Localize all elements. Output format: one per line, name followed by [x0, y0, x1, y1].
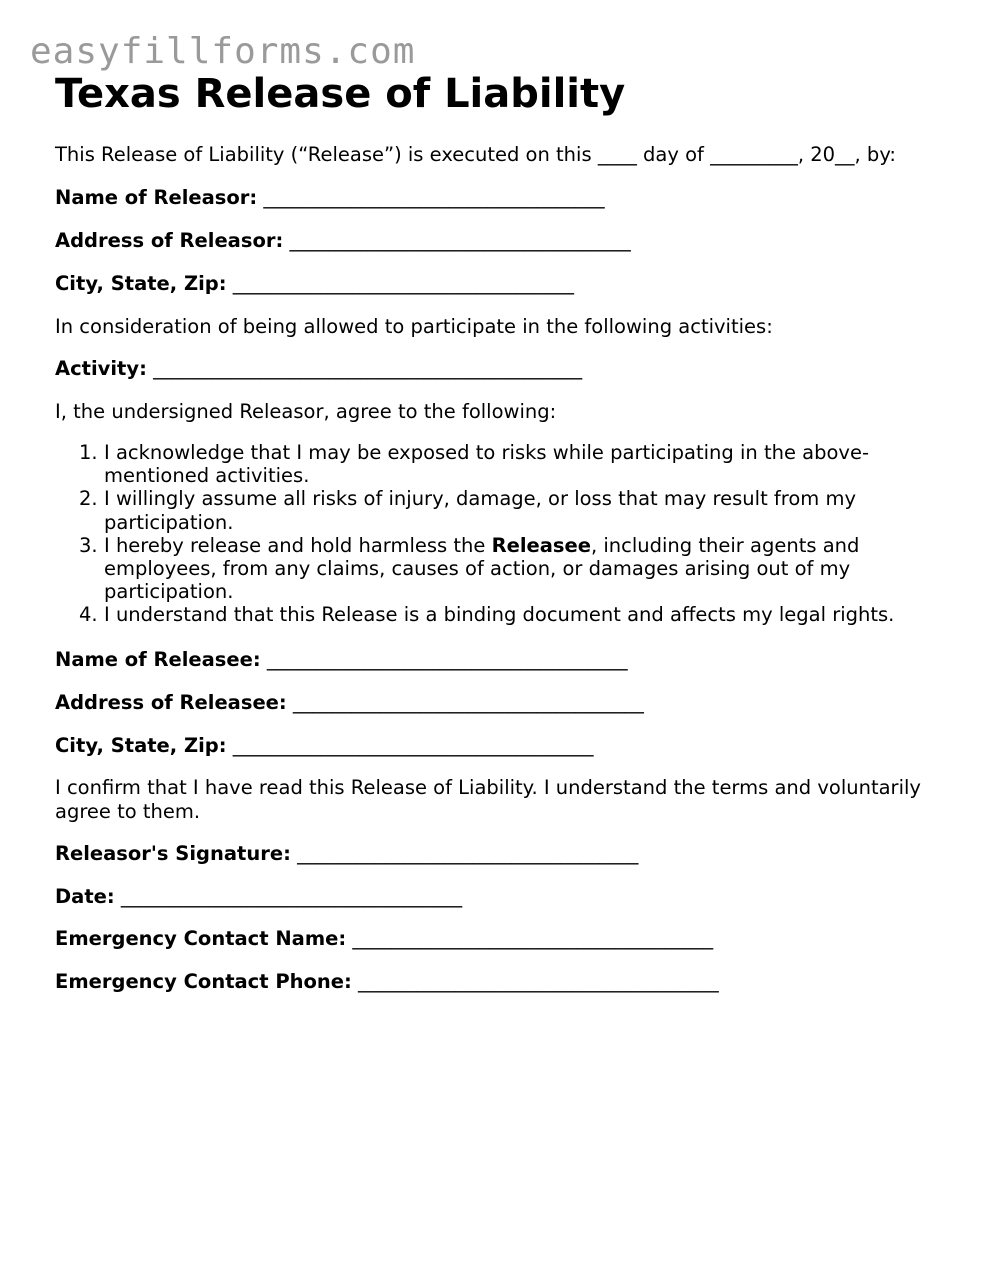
consideration-paragraph: In consideration of being allowed to participate in the following activities:	[55, 315, 773, 338]
releasee-name-label: Name of Releasee:	[55, 648, 261, 671]
signature-blank[interactable]: ___________________________________	[297, 842, 639, 865]
list-item-number: 1.	[79, 441, 98, 464]
agree-paragraph: I, the undersigned Releasor, agree to the following:	[55, 400, 557, 423]
releasee-city-field	[55, 734, 594, 758]
releasee-address-field	[55, 691, 644, 715]
watermark-logo: easyfillforms.com	[30, 31, 416, 72]
list-item-number: 2.	[79, 487, 98, 511]
list-item	[55, 603, 915, 626]
activity-blank[interactable]: ____________________________________________	[153, 357, 583, 380]
emergency-phone-label: Emergency Contact Phone:	[55, 970, 352, 993]
confirm-paragraph: I confirm that I have read this Release of Liability. I understand the terms and voluntarily agree to them.	[55, 776, 921, 823]
document-title: Texas Release of Liability	[55, 71, 626, 117]
activity-field	[55, 357, 582, 381]
releasor-address-field	[55, 229, 631, 253]
releasee-name-field	[55, 648, 628, 672]
date-blank[interactable]: ___________________________________	[120, 885, 463, 908]
date-field	[55, 885, 462, 909]
releasee-emphasis: Releasee	[491, 533, 591, 557]
releasor-name-blank[interactable]: ___________________________________	[263, 186, 605, 209]
list-item-number: 3.	[79, 533, 98, 557]
releasor-address-blank[interactable]: ___________________________________	[289, 229, 631, 252]
releasor-name-label: Name of Releasor:	[55, 186, 258, 209]
terms-list	[55, 441, 915, 627]
intro-paragraph: This Release of Liability (“Release”) is executed on this ____ day of _________, 20__, by:	[55, 143, 897, 166]
emergency-phone-field	[55, 970, 719, 994]
list-item-text-after: , including their agents and employees, from any claims, causes of action, or damages arising out of my participation.	[104, 533, 860, 604]
list-item	[55, 534, 915, 604]
releasor-address-label: Address of Releasor:	[55, 229, 284, 252]
releasor-city-field	[55, 272, 574, 296]
releasor-city-label: City, State, Zip:	[55, 272, 227, 295]
activity-label: Activity:	[55, 357, 147, 380]
releasee-city-blank[interactable]: _____________________________________	[232, 734, 594, 757]
releasee-name-blank[interactable]: _____________________________________	[266, 648, 628, 671]
releasor-city-blank[interactable]: ___________________________________	[232, 272, 575, 295]
emergency-name-label: Emergency Contact Name:	[55, 927, 347, 950]
emergency-name-field	[55, 927, 713, 951]
signature-field	[55, 842, 638, 866]
list-item-number: 4.	[79, 603, 98, 627]
list-item	[55, 487, 915, 533]
releasor-name-field	[55, 186, 605, 210]
emergency-phone-blank[interactable]: _____________________________________	[358, 970, 719, 993]
emergency-name-blank[interactable]: _____________________________________	[352, 927, 714, 950]
releasee-address-label: Address of Releasee:	[55, 691, 287, 714]
list-item-text-before: I hereby release and hold harmless the	[104, 533, 492, 557]
releasee-city-label: City, State, Zip:	[55, 734, 227, 757]
signature-label: Releasor's Signature:	[55, 842, 291, 865]
list-item-text: I understand that this Release is a binding document and affects my legal rights.	[104, 603, 895, 627]
list-item	[55, 441, 915, 487]
date-label: Date:	[55, 885, 115, 908]
releasee-address-blank[interactable]: ____________________________________	[292, 691, 644, 714]
list-item-text: I willingly assume all risks of injury, damage, or loss that may result from my participation.	[104, 487, 857, 534]
list-item-text: I acknowledge that I may be exposed to risks while participating in the above-mentioned activities.	[104, 441, 869, 488]
